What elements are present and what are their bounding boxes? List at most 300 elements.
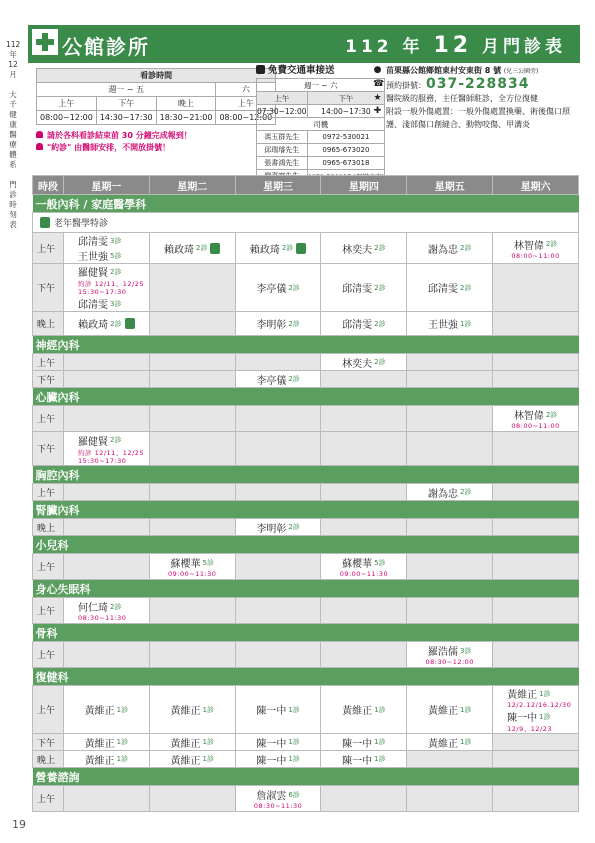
doctor-name: 黃維正 <box>84 706 115 717</box>
walker-icon <box>296 243 306 254</box>
clinic-room: 2診 <box>545 240 558 248</box>
schedule-cell <box>493 519 579 536</box>
schedule-cell <box>149 734 235 751</box>
doctor-entry <box>64 433 149 448</box>
schedule-row <box>33 734 579 751</box>
doctor-name: 陳一中 <box>342 738 373 750</box>
schedule-cell <box>235 312 321 336</box>
schedule-cell <box>321 554 407 580</box>
schedule-cell <box>493 264 579 312</box>
service-row <box>373 92 583 105</box>
doctor-name: 羅健賢 <box>78 436 108 448</box>
section-header <box>33 580 579 598</box>
schedule-cell <box>493 354 579 371</box>
clinic-room: 1診 <box>374 705 386 714</box>
phone-icon: ☎ <box>373 79 385 89</box>
day-header: 星期四 <box>321 176 407 195</box>
bus-icon <box>256 65 265 74</box>
doctor-entry <box>321 752 406 767</box>
section-title: 身心失眠科 <box>33 580 579 598</box>
slot-header: 時段 <box>33 176 64 195</box>
schedule-cell <box>64 554 150 580</box>
doctor-name: 林智偉 <box>513 240 544 252</box>
schedule-cell <box>493 751 579 768</box>
slot-label: 下午 <box>33 734 64 751</box>
schedule-cell <box>64 734 150 751</box>
schedule-cell <box>64 751 150 768</box>
schedule-cell <box>235 484 321 501</box>
schedule-row <box>33 432 579 466</box>
driver-phone: 0965-673018 <box>307 157 385 170</box>
doctor-entry <box>321 241 406 256</box>
session-time: 08:00~11:00 <box>511 251 560 260</box>
senior-label <box>33 213 579 233</box>
trauma-row <box>373 105 583 131</box>
clinic-room: 2診 <box>288 523 300 531</box>
schedule-cell <box>149 354 235 371</box>
hours-time: 08:00~12:00 <box>37 111 97 125</box>
shuttle-title <box>256 64 366 78</box>
doctor-name: 黃維正 <box>507 690 538 701</box>
schedule-cell <box>235 786 321 812</box>
doctor-entry <box>64 752 149 767</box>
schedule-cell <box>493 598 579 624</box>
clinic-room: 2診 <box>459 244 472 252</box>
schedule-cell <box>407 371 493 388</box>
doctor-entry <box>407 735 492 750</box>
schedule-cell <box>235 264 321 312</box>
clinic-room: 1診 <box>539 712 551 721</box>
schedule-cell <box>235 354 321 371</box>
day-header: 星期二 <box>149 176 235 195</box>
hours-weekday: 週一 ~ 五 <box>37 83 216 97</box>
schedule-cell <box>493 786 579 812</box>
schedule-cell <box>64 354 150 371</box>
star-icon: ★ <box>373 93 382 103</box>
side-char: 醫 <box>9 130 17 139</box>
clinic-room: 5診 <box>110 251 122 260</box>
schedule-cell <box>64 484 150 501</box>
doctor-entry <box>64 233 149 248</box>
hours-time: 14:30~17:30 <box>96 111 156 125</box>
doctor-entry <box>407 280 492 295</box>
clinic-room: 2診 <box>110 267 122 276</box>
schedule-cell <box>149 642 235 668</box>
doctor-name: 黃維正 <box>170 706 201 717</box>
side-char: 千 <box>9 100 17 109</box>
schedule-cell <box>64 371 150 388</box>
schedule-cell <box>149 406 235 432</box>
walker-icon <box>40 217 50 228</box>
clinic-room: 1診 <box>288 755 300 763</box>
slot-label: 下午 <box>33 264 64 312</box>
doctor-name: 王世強 <box>78 252 108 263</box>
schedule-row <box>33 312 579 336</box>
doctor-entry <box>236 316 321 331</box>
senior-row <box>33 213 579 233</box>
hours-period: 上午 <box>37 97 97 111</box>
schedule-cell <box>321 751 407 768</box>
section-header <box>33 388 579 406</box>
phone-label: 預約掛號： <box>386 81 426 90</box>
schedule-cell <box>321 734 407 751</box>
doctor-name: 黃維正 <box>427 706 458 717</box>
day-header: 星期一 <box>64 176 150 195</box>
schedule-cell <box>493 686 579 734</box>
session-time: 12/2.12/16.12/30 <box>507 701 572 709</box>
clinic-room: 2診 <box>288 375 300 383</box>
doctor-entry <box>321 280 406 295</box>
slot-label: 上午 <box>33 554 64 580</box>
clinic-room: 2診 <box>110 319 122 328</box>
shuttle-period: 上午 <box>257 92 308 105</box>
clinic-room: 2診 <box>545 410 558 419</box>
schedule-row <box>33 354 579 371</box>
doctor-name: 謝為忠 <box>427 244 458 256</box>
schedule-cell <box>493 406 579 432</box>
schedule-cell <box>149 264 235 312</box>
schedule-cell <box>321 519 407 536</box>
schedule-cell <box>64 432 150 466</box>
side-char: 康 <box>9 120 17 129</box>
notice-text: "約診" 由醫師安排，不開放掛號！ <box>47 143 171 152</box>
clinic-room: 5診 <box>374 558 386 567</box>
schedule-cell <box>149 786 235 812</box>
section-header <box>33 668 579 686</box>
section-title: 腎臟內科 <box>33 501 579 519</box>
section-header <box>33 768 579 786</box>
schedule-row <box>33 686 579 734</box>
schedule-cell <box>235 233 321 264</box>
doctor-name: 黃維正 <box>427 738 458 750</box>
doctor-entry <box>150 735 235 750</box>
shuttle-time: 07:30~12:00 <box>257 106 307 116</box>
side-char: 年 <box>9 50 17 59</box>
schedule-cell <box>235 734 321 751</box>
slot-label: 晚上 <box>33 312 64 336</box>
doctor-name: 謝為忠 <box>427 488 458 500</box>
schedule-cell <box>235 406 321 432</box>
doctor-name: 黃維正 <box>170 738 201 750</box>
slot-label: 上午 <box>33 406 64 432</box>
session-time: 09:00~11:30 <box>339 570 389 578</box>
section-header <box>33 536 579 554</box>
doctor-entry <box>236 752 321 767</box>
schedule-cell <box>407 406 493 432</box>
clinic-room: 2診 <box>110 602 122 611</box>
session-time: 12/9、12/23 <box>507 725 552 733</box>
shuttle-time: 14:00~17:30 <box>307 105 385 118</box>
phone-number[interactable]: 037-228834 <box>426 76 530 92</box>
section-header <box>33 501 579 519</box>
section-title: 骨科 <box>33 624 579 642</box>
cross-logo-icon <box>32 29 58 55</box>
title-year: 112 <box>345 37 393 57</box>
shuttle-period: 下午 <box>307 92 385 105</box>
section-title: 心臟內科 <box>33 388 579 406</box>
driver-name: 邱瑞璿先生 <box>257 144 308 157</box>
hours-period: 下午 <box>96 97 156 111</box>
doctor-name: 黃維正 <box>84 755 115 767</box>
page-header <box>28 25 580 63</box>
schedule-cell <box>493 734 579 751</box>
clinic-room: 1診 <box>459 705 472 714</box>
schedule-cell <box>493 371 579 388</box>
doctor-entry <box>321 316 406 331</box>
walker-icon <box>125 318 135 329</box>
service-text: 醫院級的服務，主任醫師駐診，全方位復健 <box>386 94 538 103</box>
clinic-room: 2診 <box>281 244 294 252</box>
side-char: 12 <box>8 60 18 69</box>
clinic-room: 2診 <box>288 319 300 328</box>
schedule-cell <box>321 786 407 812</box>
schedule-cell <box>149 751 235 768</box>
schedule-cell <box>493 432 579 466</box>
plus-icon: ✚ <box>373 106 382 116</box>
clinic-hours-table <box>36 68 276 125</box>
schedule-row <box>33 264 579 312</box>
doctor-name: 邱清雯 <box>342 320 373 331</box>
schedule-cell <box>64 642 150 668</box>
doctor-name: 陳一中 <box>507 713 538 724</box>
shuttle-bus-box <box>256 64 371 183</box>
side-char: 健 <box>9 110 17 119</box>
side-char: 刻 <box>9 210 17 219</box>
schedule-cell <box>235 432 321 466</box>
title-year-suffix: 年 <box>402 37 424 57</box>
doctor-name: 賴政琦 <box>164 244 194 256</box>
schedule-row <box>33 519 579 536</box>
doctor-entry <box>236 241 321 256</box>
title-month: 12 <box>433 33 473 58</box>
schedule-cell <box>235 519 321 536</box>
doctor-entry <box>64 702 149 717</box>
clinic-info <box>373 64 583 131</box>
schedule-cell <box>64 264 150 312</box>
doctor-entry <box>321 555 406 570</box>
side-title <box>6 40 20 230</box>
bell-icon <box>36 131 43 138</box>
doctor-name: 羅健賢 <box>78 268 108 279</box>
doctor-name: 陳一中 <box>256 706 287 717</box>
schedule-cell <box>407 519 493 536</box>
day-header: 星期三 <box>235 176 321 195</box>
doctor-entry <box>64 735 149 750</box>
driver-phone: 0965-673020 <box>307 144 385 157</box>
section-header <box>33 336 579 354</box>
schedule-cell <box>493 312 579 336</box>
schedule-cell <box>321 312 407 336</box>
clinic-room: 2診 <box>374 244 386 252</box>
schedule-cell <box>321 432 407 466</box>
schedule-cell <box>149 312 235 336</box>
schedule-cell <box>407 642 493 668</box>
slot-label: 晚上 <box>33 519 64 536</box>
schedule-title <box>345 32 566 58</box>
clinic-room: 1診 <box>202 755 214 763</box>
doctor-name: 邱清雯 <box>78 237 108 248</box>
doctor-name: 林奕夫 <box>342 358 373 370</box>
schedule-cell <box>321 406 407 432</box>
doctor-entry <box>236 787 321 802</box>
doctor-entry <box>150 752 235 767</box>
slot-label: 上午 <box>33 786 64 812</box>
schedule-row <box>33 371 579 388</box>
doctor-name: 邱清雯 <box>342 284 373 295</box>
header-row <box>33 176 579 195</box>
clinic-room: 2診 <box>459 283 472 292</box>
section-header <box>33 624 579 642</box>
schedule-cell <box>407 751 493 768</box>
section-title: 小兒科 <box>33 536 579 554</box>
clinic-room: 2診 <box>459 488 472 496</box>
side-char: 月 <box>9 70 17 79</box>
doctor-name: 陳一中 <box>342 755 373 767</box>
doctor-entry <box>236 702 321 717</box>
page-number: 19 <box>12 818 26 831</box>
doctor-name: 李明彰 <box>256 320 287 331</box>
doctor-name: 李亭儀 <box>256 284 287 295</box>
schedule-row <box>33 642 579 668</box>
doctor-name: 黃維正 <box>170 755 201 767</box>
schedule-cell <box>64 598 150 624</box>
doctor-entry <box>407 241 492 256</box>
doctor-name: 陳一中 <box>256 755 287 767</box>
schedule-row <box>33 598 579 624</box>
schedule-cell <box>321 233 407 264</box>
doctor-entry <box>407 643 492 658</box>
schedule-cell <box>407 686 493 734</box>
walker-icon <box>210 243 220 254</box>
phone-row <box>373 78 583 92</box>
hours-title: 看診時間 <box>37 69 276 83</box>
side-char: 診 <box>9 190 17 199</box>
schedule-cell <box>407 264 493 312</box>
schedule-cell <box>149 233 235 264</box>
clinic-room: 1診 <box>459 738 472 746</box>
section-header <box>33 466 579 484</box>
clinic-room: 6診 <box>288 790 300 799</box>
slot-label: 上午 <box>33 233 64 264</box>
schedule-cell <box>64 519 150 536</box>
senior-label-text: 老年醫學特診 <box>54 219 109 229</box>
driver-name: 馮玉群先生 <box>257 131 308 144</box>
schedule-cell <box>149 686 235 734</box>
shuttle-days: 週一 ~ 六 <box>257 79 385 92</box>
schedule-table <box>32 175 579 812</box>
side-char: 時 <box>9 200 17 209</box>
schedule-cell <box>64 406 150 432</box>
schedule-cell <box>407 432 493 466</box>
clinic-room: 1診 <box>459 319 472 328</box>
day-header: 星期五 <box>407 176 493 195</box>
schedule-cell <box>493 554 579 580</box>
doctor-name: 賴政琦 <box>78 320 109 331</box>
doctor-entry <box>236 372 321 387</box>
schedule-cell <box>235 598 321 624</box>
section-title: 神經內科 <box>33 336 579 354</box>
hours-period: 晚上 <box>156 97 216 111</box>
slot-label: 下午 <box>33 432 64 466</box>
schedule-cell <box>407 354 493 371</box>
session-time: 08:30~11:30 <box>78 614 127 622</box>
clinic-room: 3診 <box>110 236 122 245</box>
side-char: 112 <box>6 40 21 49</box>
schedule-row <box>33 786 579 812</box>
schedule-cell <box>321 598 407 624</box>
schedule-cell <box>149 519 235 536</box>
clinic-room: 1診 <box>539 689 551 698</box>
driver-label: 司機 <box>257 118 385 131</box>
clinic-room: 2診 <box>196 244 208 252</box>
section-title: 一般內科 / 家庭醫學科 <box>33 195 579 213</box>
clinic-room: 1診 <box>288 705 300 714</box>
doctor-entry <box>407 316 492 331</box>
session-time: 約診 12/11、12/25 15:30~17:30 <box>78 448 145 465</box>
schedule-cell <box>493 484 579 501</box>
schedule-cell <box>321 642 407 668</box>
trauma-text: 附設一般外傷處置：一般外傷處置換藥、術後傷口照護、淺部傷口創縫合、動物咬傷、甲溝炎 <box>386 107 570 129</box>
doctor-entry <box>64 316 149 331</box>
clinic-room: 2診 <box>374 358 386 366</box>
doctor-name: 蘇櫻華 <box>342 559 373 570</box>
doctor-entry <box>64 264 149 279</box>
clinic-room: 1診 <box>288 738 300 746</box>
schedule-cell <box>149 484 235 501</box>
doctor-entry <box>236 735 321 750</box>
doctor-name: 羅浩儒 <box>427 647 458 658</box>
clinic-room: 1診 <box>374 755 386 763</box>
doctor-entry <box>64 296 149 311</box>
hours-period: 上午 <box>216 97 276 111</box>
schedule-cell <box>235 642 321 668</box>
doctor-entry <box>493 237 578 252</box>
doctor-entry <box>64 599 149 614</box>
clinic-room: 1診 <box>202 705 214 714</box>
session-time: 08:30~11:30 <box>253 802 303 810</box>
schedule-cell <box>407 233 493 264</box>
bell-icon <box>36 143 43 150</box>
schedule-cell <box>64 233 150 264</box>
schedule-cell <box>235 751 321 768</box>
side-char: 表 <box>9 220 17 229</box>
schedule-cell <box>407 484 493 501</box>
schedule-cell <box>407 312 493 336</box>
side-char: 療 <box>9 140 17 149</box>
schedule-cell <box>149 598 235 624</box>
slot-label: 上午 <box>33 354 64 371</box>
schedule-cell <box>149 432 235 466</box>
section-title: 胸腔內科 <box>33 466 579 484</box>
driver-name: 張書鴻先生 <box>257 157 308 170</box>
slot-label: 上午 <box>33 484 64 501</box>
doctor-entry <box>64 248 149 263</box>
schedule-cell <box>64 312 150 336</box>
schedule-cell <box>64 686 150 734</box>
section-header <box>33 195 579 213</box>
clinic-room: 1診 <box>116 755 129 763</box>
doctor-entry <box>321 355 406 370</box>
section-title: 復健科 <box>33 668 579 686</box>
schedule-cell <box>407 598 493 624</box>
session-time: 約診 12/11、12/25 15:30~17:30 <box>78 280 145 296</box>
session-time: 09:00~11:30 <box>168 570 217 578</box>
schedule-cell <box>321 371 407 388</box>
schedule-row <box>33 406 579 432</box>
doctor-name: 邱清雯 <box>427 284 458 295</box>
day-header: 星期六 <box>493 176 579 195</box>
schedule-cell <box>149 554 235 580</box>
